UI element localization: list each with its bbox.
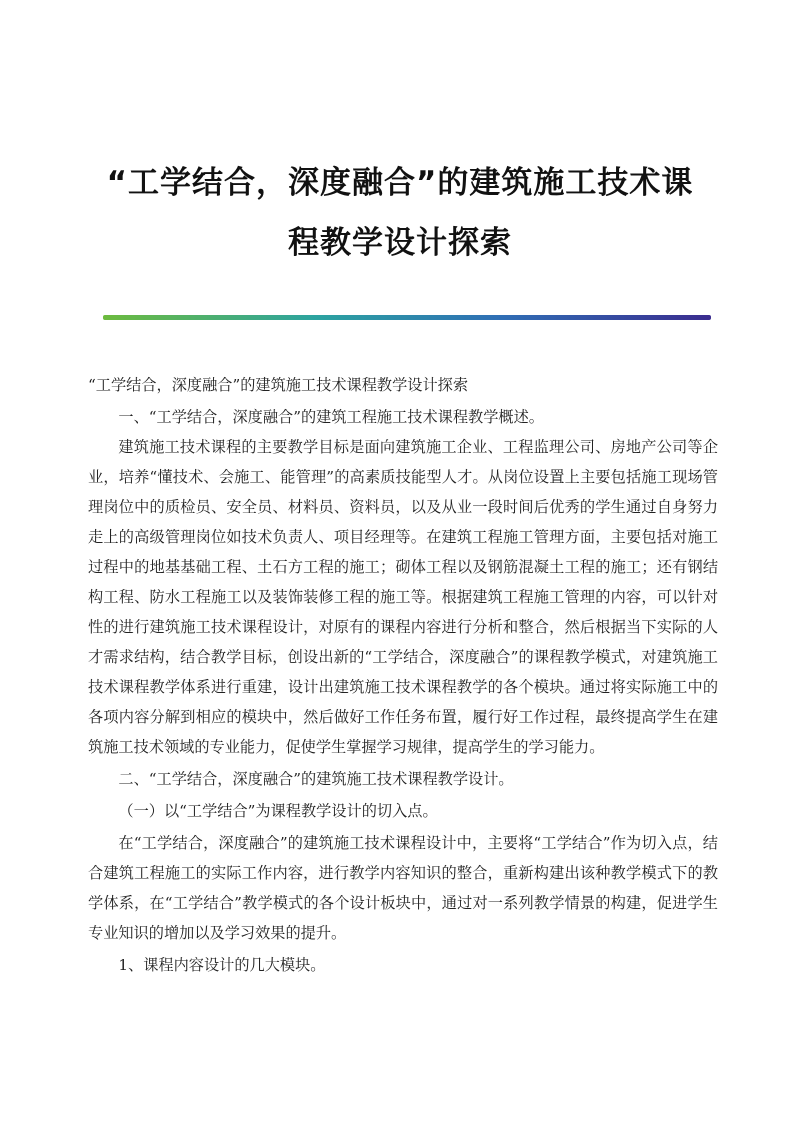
paragraph-heading-2: 二、“工学结合，深度融合”的建筑施工技术课程教学设计。 [118,770,514,788]
paragraph-subtitle: “工学结合，深度融合”的建筑施工技术课程教学设计探索 [88,376,469,394]
document-body [88,370,718,980]
document-title-line-1: “工学结合，深度融合”的建筑施工技术课 [106,165,694,201]
document-title-line-2: 程教学设计探索 [288,225,512,261]
paragraph-body-1: 建筑施工技术课程的主要教学目标是面向建筑施工企业、工程监理公司、房地产公司等企业，培养“懂技术、会施工、能管理”的高素质技能型人才。从岗位设置上主要包括施工现场管理岗位中的质检员、安全员、材料员、资料员，以及从业一段时间后优秀的学生通过自身努力走上的高级管理岗位如技术负责人、项目经理等。在建筑工程施工管理方面，主要包括对施工过程中的地基基础工程、土石方工程的施工；砌体工程以及钢筋混凝土工程的施工；还有钢结构工程、防水工程施工以及装饰装修工程的施工等。根据建筑工程施工管理的内容，可以针对性的进行建筑施工技术课程设计，对原有的课程内容进行分析和整合，然后根据当下实际的人才需求结构，结合教学目标，创设出新的“工学结合，深度融合”的课程教学模式，对建筑施工技术课程教学体系进行重建，设计出建筑施工技术课程教学的各个模块。通过将实际施工中的各项内容分解到相应的模块中，然后做好工作任务布置，履行好工作过程，最终提高学生在建筑施工技术领域的专业能力，促使学生掌握学习规律，提高学生的学习能力。 [88,438,718,756]
title-divider [103,315,711,320]
paragraph-subheading-1: （一）以“工学结合”为课程教学设计的切入点。 [118,802,438,820]
paragraph-heading-1: 一、“工学结合，深度融合”的建筑工程施工技术课程教学概述。 [118,408,544,426]
paragraph-body-2: 在“工学结合，深度融合”的建筑施工技术课程设计中，主要将“工学结合”作为切入点，结合建筑工程施工的实际工作内容，进行教学内容知识的整合，重新构建出该种教学模式下的教学体系，在“工学结合”教学模式的各个设计板块中，通过对一系列教学情景的构建，促进学生专业知识的增加以及学习效果的提升。 [88,834,718,942]
paragraph-list-item-1: 1、课程内容设计的几大模块。 [118,956,326,974]
